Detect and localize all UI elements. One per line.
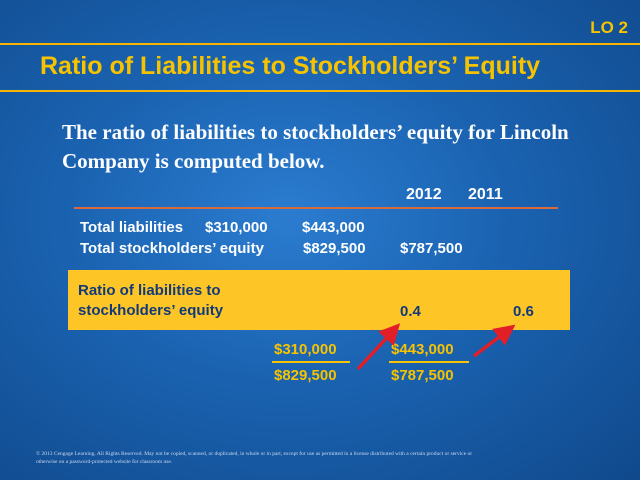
fraction-2012-numerator: $310,000 — [274, 341, 337, 358]
learning-objective-badge: LO 2 — [590, 18, 628, 37]
fraction-2011-numerator: $443,000 — [391, 341, 454, 358]
year-2012-header: 2012 — [406, 186, 442, 203]
ratio-label-line2: stockholders’ equity — [78, 302, 224, 319]
total-equity-2011: $787,500 — [400, 240, 463, 257]
fraction-2011-denominator: $787,500 — [391, 367, 454, 384]
arrow-2012 — [358, 331, 393, 369]
year-2011-header: 2011 — [468, 186, 503, 203]
intro-text: The ratio of liabilities to stockholders’ equity for Lincoln Company is computed below. — [62, 120, 569, 173]
total-equity-2012: $829,500 — [303, 240, 366, 257]
total-liabilities-2012: $310,000 — [205, 219, 268, 236]
fraction-2012-denominator: $829,500 — [274, 367, 337, 384]
copyright-notice: © 2013 Cengage Learning. All Rights Reserved. May not be copied, scanned, or duplicated, in whole or in part, except for use as permitted in a license distributed with a certain product or service or otherwise on a password-protected website for classroom use. — [36, 451, 473, 465]
slide-title: Ratio of Liabilities to Stockholders’ Equity — [40, 52, 541, 80]
row-label-total-liabilities: Total liabilities — [80, 219, 184, 236]
arrow-2011 — [474, 331, 507, 356]
ratio-value-2012: 0.4 — [400, 303, 421, 320]
total-liabilities-2011: $443,000 — [302, 219, 365, 236]
row-label-total-equity: Total stockholders’ equity — [80, 240, 264, 257]
ratio-value-2011: 0.6 — [513, 303, 534, 320]
ratio-label-line1: Ratio of liabilities to — [78, 282, 221, 299]
